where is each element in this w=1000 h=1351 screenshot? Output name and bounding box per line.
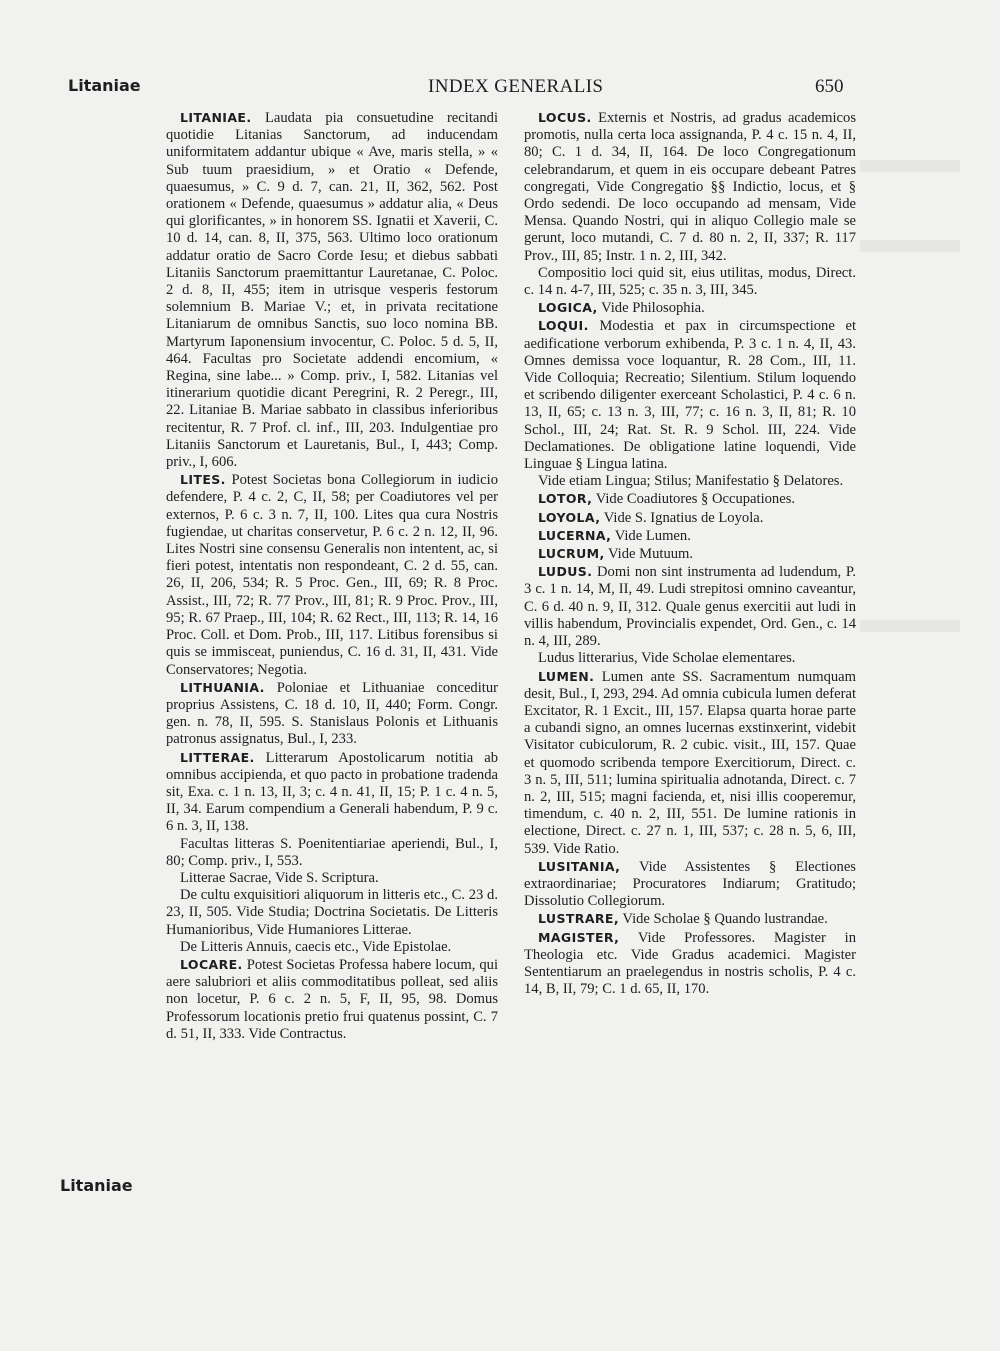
entry-head: LITANIAE. (180, 110, 252, 125)
entry-magister (524, 929, 856, 999)
entry-lotor (524, 490, 856, 508)
entry-head: LOQUI. (538, 318, 589, 334)
entry-head: LOYOLA, (538, 509, 601, 525)
entry-head: LUCRUM, (538, 546, 605, 562)
right-column (524, 109, 856, 998)
entry-head: MAGISTER, (538, 929, 620, 945)
entry-body: Vide Coadiutores § Occupationes. (595, 491, 796, 508)
entry-body: Vide Mutuum. (608, 546, 694, 563)
entry-head: LUMEN. (538, 668, 595, 684)
entry-lites (166, 471, 498, 678)
entry-subparagraph: Litterae Sacrae, Vide S. Scriptura. (180, 869, 379, 886)
entry-body: Potest Societas bona Collegiorum in iudicio defendere, P. 4 c. 2, C, II, 58; per Coadiutores vel per externos, P. 6 c. 3 n. 7, II, 100. Lites qua cura Nostris fugiendae, ut charitas conservetur, P. 6 c. 2 n. 12, II, 96. Lites Nostri sine consensu Generalis non intentent, ac, si fieri potest, intentatis non respondeant, C. 2 d. 55, can. 26, II, 206, 534; R. 5 Proc. Gen., III, 69; R. 8 Proc. Assist., III, 72; R. 77 Prov., III, 81; R. 9 Proc. Prov., III, 95; R. 67 Praep., III, 104; R. 62 Rect., III, 113; R. 14, 16 Proc. Coll. et Dom. Prob., III, 117. Litibus forensibus si quis se immisceat, puniendus, C. 16 d. 31, II, 431. Vide Conservatores; Negotia. (166, 472, 498, 678)
entry-lumen (524, 668, 856, 858)
entry-body: Vide S. Ignatius de Loyola. (603, 509, 764, 526)
entry-head: LUCERNA, (538, 527, 612, 543)
bleed-through-mark (860, 240, 960, 252)
entry-body: Poloniae et Lithuaniae conceditur proprius Assistens, C. 18 d. 10, II, 440; Form. Congr. gen. n. 78, II, 595. S. Stanislaus Polonis et Lithuanis patronus assignatus, Bul., I, 233. (166, 679, 498, 748)
entry-loyola (524, 509, 856, 527)
entry-head: LOCARE. (180, 956, 243, 972)
bleed-through-mark (860, 160, 960, 172)
entry-head: LITHUANIA. (180, 679, 265, 695)
entry-lustrare (524, 910, 856, 928)
entry-subparagraph: De cultu exquisitiori aliquorum in litteris etc., C. 23 d. 23, II, 505. Vide Studia; Doctrina Societatis. De Litteris Humanioribus, Vide Humaniores Litterae. (166, 887, 498, 938)
footer-catchword: Litaniae (60, 1176, 133, 1195)
bleed-through-mark (860, 620, 960, 632)
entry-head: LITES. (180, 472, 226, 488)
entry-head: LUSITANIA, (538, 858, 621, 874)
entry-logica (524, 299, 856, 317)
entry-ludus (524, 563, 856, 650)
entry-litterae (166, 749, 498, 836)
entry-head: LOCUS. (538, 110, 592, 125)
entry-subparagraph: De Litteris Annuis, caecis etc., Vide Epistolae. (180, 938, 452, 955)
entry-head: LUSTRARE, (538, 911, 620, 927)
entry-lucrum (524, 545, 856, 563)
entry-subparagraph: Ludus litterarius, Vide Scholae elementares. (538, 650, 796, 667)
entry-locus (524, 109, 856, 265)
entry-body: Vide Professores. Magister in Theologia etc. Vide Gradus academici. Magister Sententiarum an praelegendus in nostris scholis, P. 4 c. 14, B, II, 79; C. 1 d. 65, II, 170. (524, 929, 856, 998)
entry-body: Domi non sint instrumenta ad ludendum, P. 3 c. 1 n. 14, M, II, 49. Ludi strepitosi omnino caveantur, C. 6 d. 40 n. 9, II, 312. Quale genus exercitii aut ludi in villis habendum, Provincialis expendet, Ord. Gen., c. 14 n. 4, III, 289. (524, 564, 856, 650)
entry-litaniae (166, 109, 498, 471)
entry-body: Lumen ante SS. Sacramentum numquam desit, Bul., I, 293, 294. Ad omnia cubicula lumen deferat Excitator, R. 1 Excit., III, 157. Elapsa quarta horae parte a cubandi signo, an omnes lucernas exstinxerint, videbit Visitator cubiculorum, R. 2 cubic. visit., III, 157. Quae et quomodo scribenda tempore Exercitiorum, Direct. c. 3 n. 5, III, 511; lumina spiritualia adnotanda, Direct. c. 7 n. 2, III, 515; magni facienda, et, nisi illis cooperemur, timendum, c. 40 n. 2, III, 551. De lumine rationis in electione, Direct. c. 27 n. 1, III, 537; c. 28 n. 5, 6, III, 539. Vide Ratio. (524, 668, 856, 857)
entry-body: Vide Philosophia. (601, 300, 705, 317)
entry-head: LITTERAE. (180, 749, 255, 765)
entry-lucerna (524, 527, 856, 545)
entry-locare (166, 956, 498, 1043)
entry-body: Externis et Nostris, ad gradus academicos promotis, nulla certa loca assignanda, P. 4 c. 15 n. 4, II, 80; C. 1 d. 34, II, 164. De loco Congregationum celebrandarum, et quem in eis occupare debeant Patres congregati, Vide Congregatio §§ Indictio, locus, et § Ordo sedendi. De loco occupando ad mensam, Vide Mensa. Quando Nostri, qui in aliquo Collegio male se gerunt, loco mutandi, C. 7 d. 80 n. 2, II, 337; R. 117 Prov., III, 85; Instr. 1 n. 2, III, 342. (524, 110, 857, 264)
entry-body: Laudata pia consuetudine recitandi quotidie Litanias Sanctorum, ad inducendam uniformitatem addantur ubique « Ave, maris stella, » « Sub tuum praesidium, » et Oratio « Defende, quaesumus, » C. 9 d. 7, can. 21, II, 362, 562. Post orationem « Defende, quaesumus » addatur alia, « Deus qui glorificantes, » in honorem SS. Ignatii et Xaverii, C. 10 d. 14, can. 8, II, 375, 563. Ultimo loco orationum addatur oratio de Sacro Corde Iesu; et diebus sabbati Litaniis Sanctorum praemittantur Lauretanae, C. Poloc. 2 d. 8, II, 455; item in utrisque vesperis festorum solemnium B. Mariae V.; et, in privata recitatione Litaniarum de omnibus Sanctis, suo loco nomina BB. Martyrum Iaponensium invocentur, C. Poloc. 5 d. 5, II, 464. Facultas pro Societate addendi encomium, « Regina, sine labe... » Comp. priv., I, 582. Litanias vel itinerarium quotidie dicant Peregrini, R. 2 Peregr., III, 22. Litaniae B. Mariae sabbato in classibus inferioribus recitentur, R. 7 Prof. cl. inf., III, 203. Indulgentiae pro Litaniis Sanctorum et Lauretanis, Bul., I, 443; Comp. priv., I, 606. (166, 110, 498, 471)
entry-head: LOGICA, (538, 300, 598, 316)
entry-head: LUDUS. (538, 564, 593, 580)
page-number: 650 (815, 76, 844, 97)
entry-body: Litterarum Apostolicarum notitia ab omnibus accipienda, et quo pacto in probatione tradenda sit, Exa. c. 1 n. 13, II, 3; c. 4 n. 41, II, 15; P. 1 c. 4 n. 5, II, 34. Earum compendium a Generali habendum, P. 9 c. 6 n. 3, II, 138. (166, 749, 498, 835)
running-head (0, 76, 1000, 106)
entry-body: Potest Societas Professa habere locum, qui aere salubriori et aliis commoditatibus polleat, sed aliis non locetur, P. 6 c. 2 n. 5, F, II, 95, 98. Domus Professorum locationis pretio frui quatenus possint, C. 7 d. 51, II, 333. Vide Contractus. (166, 956, 498, 1042)
entry-lithuania (166, 679, 498, 749)
entry-body: Vide Lumen. (614, 527, 691, 544)
entry-subparagraph: Facultas litteras S. Poenitentiariae aperiendi, Bul., I, 80; Comp. priv., I, 553. (166, 835, 498, 869)
entry-body: Modestia et pax in circumspectione et aedificatione verborum exhibenda, P. 3 c. 1 n. 4, II, 43. Omnes demissa voce loquantur, R. 28 Com., III, 11. Vide Colloquia; Recreatio; Silentium. Stilum loquendo et scribendo diligenter exerceant Scholastici, P. 4 c. 6 n. 13, II, 65; c. 13 n. 3, III, 77; c. 16 n. 3, II, 81; R. 10 Schol., III, 24; Rat. St. R. 9 Schol. III, 224. Vide Declamationes. De obligatione latine loquendi, Vide Linguae § Lingua latina. (524, 318, 856, 473)
entry-subparagraph: Vide etiam Lingua; Stilus; Manifestatio § Delatores. (538, 473, 844, 490)
entry-lusitania (524, 858, 856, 911)
entry-subparagraph: Compositio loci quid sit, eius utilitas, modus, Direct. c. 14 n. 4-7, III, 525; c. 35 n. 3, III, 345. (524, 264, 856, 299)
left-column (166, 109, 498, 1043)
entry-body: Vide Assistentes § Electiones extraordinariae; Procuratores Indiarum; Gratitudo; Dissolutio Collegiorum. (524, 858, 856, 910)
header-catchword: Litaniae (68, 76, 141, 95)
header-title: INDEX GENERALIS (428, 76, 604, 97)
entry-head: LOTOR, (538, 491, 593, 507)
entry-body: Vide Scholae § Quando lustrandae. (622, 911, 828, 928)
entry-loqui (524, 317, 856, 473)
